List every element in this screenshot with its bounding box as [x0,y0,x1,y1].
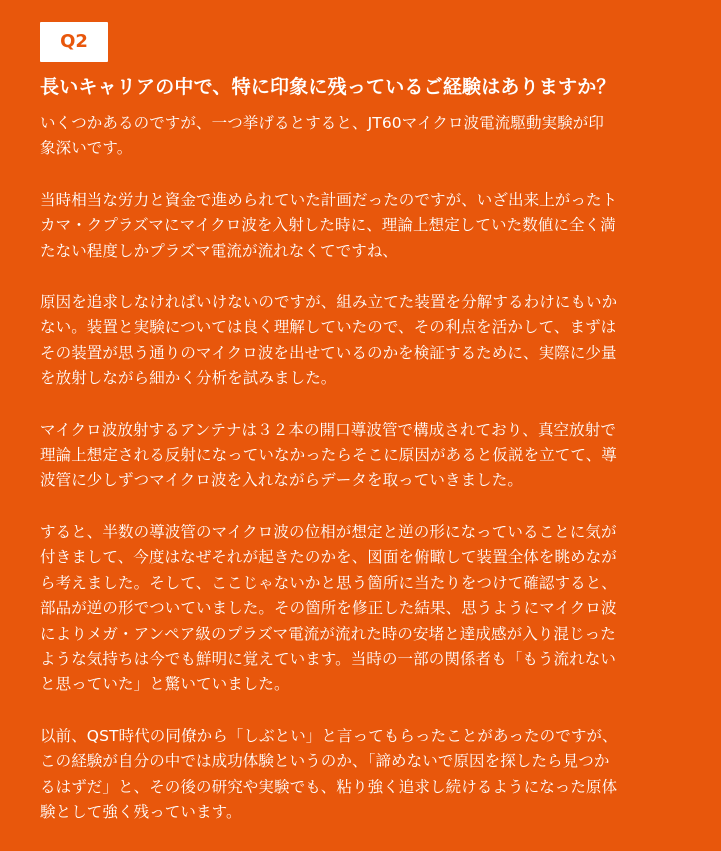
answer-line: るはずだ」と、その後の研究や実験でも、粘り強く追求し続けるようになった原体 [40,777,618,796]
answer-paragraph [40,418,690,494]
answer-line: と思っていた」と驚いていました。 [40,675,290,694]
answer-line: 部品が逆の形でついていました。その箇所を修正した結果、思うようにマイクロ波 [40,599,617,618]
answer-line: 付きまして、今度はなぜそれが起きたのかを、図面を俯瞰して装置全体を眺めなが [40,548,617,567]
answer-line: 理論上想定される反射になっていなかったらそこに原因があると仮説を立てて、導 [40,446,617,465]
answer-line: マイクロ波放射するアンテナは３２本の開口導波管で構成されており、真空放射で [40,420,616,439]
answer-paragraph [40,724,690,826]
answer-line: によりメガ・アンペア級のプラズマ電流が流れた時の安堵と達成感が入り混じった [40,624,616,643]
answer-line: その装置が思う通りのマイクロ波を出せているのかを検証するために、実際に少量 [40,343,617,362]
answer-line: ら考えました。そして、ここじゃないかと思う箇所に当たりをつけて確認すると、 [40,573,617,592]
answer-line: すると、半数の導波管のマイクロ波の位相が想定と逆の形になっていることに気が [40,522,617,541]
answer-line: 以前、QST時代の同僚から「しぶとい」と言ってもらったことがあったのですが、 [40,726,618,745]
answer-paragraph [40,188,690,264]
answer-paragraph [40,111,690,162]
answer-line: を放射しながら細かく分析を試みました。 [40,369,337,388]
answer-line: カマ・クプラズマにマイクロ波を入射した時に、理論上想定していた数値に全く満 [40,216,616,235]
question-heading: 長いキャリアの中で、特に印象に残っているご経験はありますか？ [40,76,616,98]
answer-line: いくつかあるのですが、一つ挙げるとすると、JT60マイクロ波電流駆動実験が印 [40,114,604,132]
answer-line: ない。装置と実験については良く理解していたので、その利点を活かして、まずは [40,318,617,337]
answer-paragraph [40,520,690,698]
answer-body [40,111,690,851]
answer-line: 験として強く残っています。 [40,802,242,821]
answer-line: ような気持ちは今でも鮮明に覚えています。当時の一部の関係者も「もう流れない [40,649,616,668]
answer-line: たない程度しかプラズマ電流が流れなくてですね、 [40,241,399,260]
answer-line: この経験が自分の中では成功体験というのか、「諦めないで原因を探したら見つか [40,752,610,771]
answer-line: 原因を追求しなければいけないのですが、組み立てた装置を分解するわけにもいか [40,293,618,312]
answer-line: 当時相当な労力と資金で進められていた計画だったのですが、いざ出来上がったト [40,190,618,209]
question-number-badge: Q2 [40,22,108,62]
answer-line: 象深いです。 [40,139,133,158]
answer-line: 波管に少しずつマイクロ波を入れながらデータを取っていきました。 [40,471,523,490]
answer-paragraph [40,290,690,392]
